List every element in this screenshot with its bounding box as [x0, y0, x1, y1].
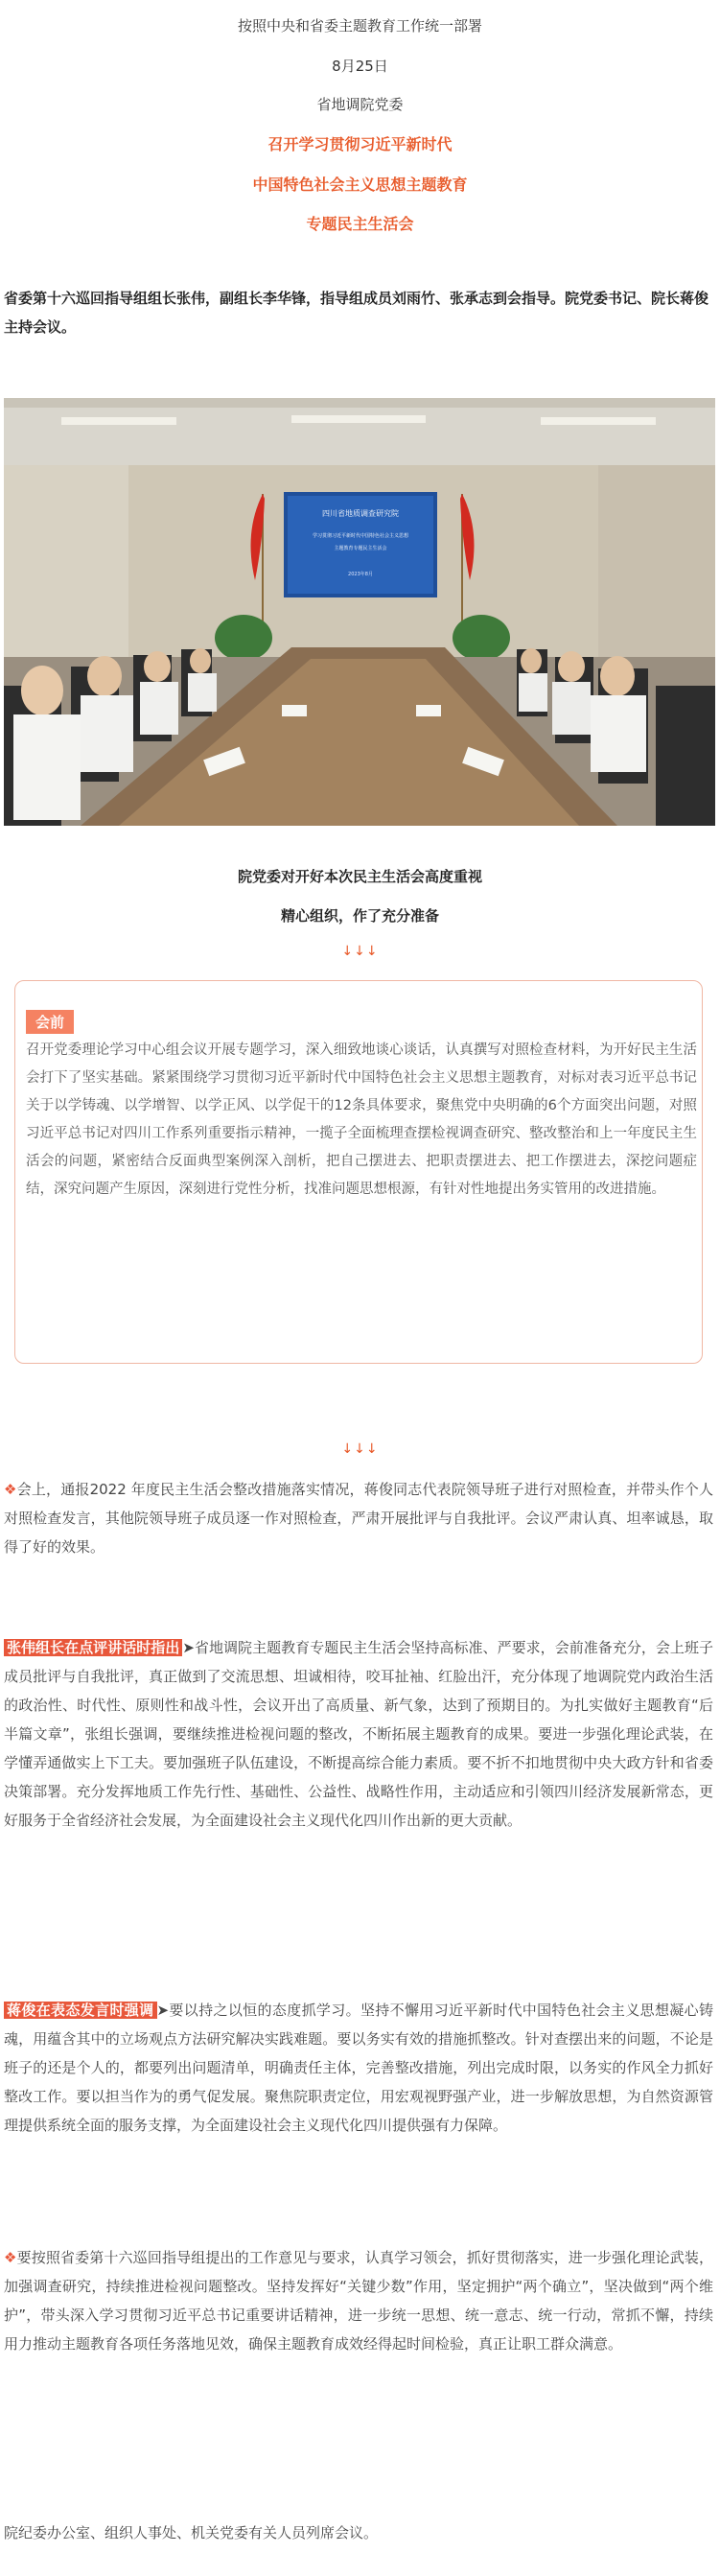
header-org: 省地调院党委	[316, 96, 404, 113]
screen-line-2: 学习贯彻习近平新时代中国特色社会主义思想	[312, 533, 409, 539]
diamond-bullet-icon: ❖	[4, 1481, 17, 1498]
down-arrows-icon: ↓↓↓	[341, 944, 379, 959]
paragraph-implementation-text: 要按照省委第十六巡回指导组提出的工作意见与要求，认真学习领会，抓好贯彻落实，进一步强化理论武装，加强调查研究，持续推进检视问题整改。坚持发挥好“关键少数”作用，坚定拥护“两个确立”，坚决做到“两个维护”，带头深入学习贯彻习近平总书记重要讲话精神，进一步统一思想、统一意志、统一行动，常抓不懈，持续用力推动主题教育各项任务落地见效，确保主题教育成效经得起时间检验，真正让职工群众满意。	[4, 2249, 713, 2353]
title-line-2: 中国特色社会主义思想主题教育	[252, 176, 468, 194]
pre-meeting-box	[14, 980, 703, 1364]
paragraph-zhangwei	[4, 1633, 713, 1835]
meeting-photo	[4, 398, 715, 826]
paragraph-meeting-text: 会上，通报2022 年度民主生活会整改措施落实情况，蒋俊同志代表院领导班子进行对照检查，并带头作个人对照检查发言，其他院领导班子成员逐一作对照检查，严肃开展批评与自我批评。会议严肃认真、坦率诚恳，取得了好的效果。	[4, 1481, 713, 1556]
zhangwei-highlight: 张伟组长在点评讲话时指出	[4, 1639, 182, 1656]
jiangjun-highlight: 蒋俊在表态发言时强调	[4, 2002, 157, 2019]
footer-note: 院纪委办公室、组织人事处、机关党委有关人员列席会议。	[4, 2524, 379, 2541]
pre-meeting-text: 召开党委理论学习中心组会议开展专题学习，深入细致地谈心谈话，认真撰写对照检查材料，为开好民主生活会打下了坚实基础。紧紧围绕学习贯彻习近平新时代中国特色社会主义思想主题教育，对标对表习近平总书记关于以学铸魂、以学增智、以学正风、以学促干的12条具体要求，聚焦党中央明确的6个方面突出问题，对照习近平总书记对四川工作系列重要指示精神，一揽子全面梳理查摆检视调查研究、整改整治和上一年度民主生活会的问题，紧密结合反面典型案例深入剖析，把自己摆进去、把职责摆进去、把工作摆进去，深挖问题症结，深究问题产生原因，深刻进行党性分析，找准问题思想根源，有针对性地提出务实管用的改进措施。	[26, 1042, 697, 1197]
paragraph-meeting	[4, 1475, 713, 1561]
arrow-right-icon: ➤	[182, 1639, 195, 1656]
screen-line-3: 主题教育专题民主生活会	[334, 546, 387, 551]
down-arrows-icon-2: ↓↓↓	[341, 1441, 379, 1457]
paragraph-jiangjun	[4, 1996, 713, 2140]
paragraph-zhangwei-text: 省地调院主题教育专题民主生活会坚持高标准、严要求，会前准备充分，会上班子成员批评与自我批评，真正做到了交流思想、坦诚相待，咬耳扯袖、红脸出汗，充分体现了地调院党内政治生活的政治性、时代性、原则性和战斗性，会议开出了高质量、新气象，达到了预期目的。为扎实做好主题教育“后半篇文章”，张组长强调，要继续推进检视问题的整改，不断拓展主题教育的成果。要进一步强化理论武装，在学懂弄通做实上下工夫。要加强班子队伍建设，不断提高综合能力素质。要不折不扣地贯彻中央大政方针和省委决策部署。充分发挥地质工作先行性、基础性、公益性、战略性作用，主动适应和引领四川经济发展新常态，更好服务于全省经济社会发展，为全面建设社会主义现代化四川作出新的更大贡献。	[4, 1639, 713, 1829]
subheading-line-1: 院党委对开好本次民主生活会高度重视	[237, 868, 482, 885]
diamond-bullet-icon-2: ❖	[4, 2249, 17, 2266]
paragraph-jiangjun-text: 要以持之以恒的态度抓学习。坚持不懈用习近平新时代中国特色社会主义思想凝心铸魂，用蕴含其中的立场观点方法研究解决实践难题。要以务实有效的措施抓整改。针对查摆出来的问题，不论是班子的还是个人的，都要列出问题清单，明确责任主体，完善整改措施，列出完成时限，以务实的作风全力抓好整改工作。要以担当作为的勇气促发展。聚焦院职责定位，用宏观视野强产业，进一步解放思想，为自然资源管理提供系统全面的服务支撑，为全面建设社会主义现代化四川提供强有力保障。	[4, 2002, 713, 2134]
lead-paragraph: 省委第十六巡回指导组组长张伟，副组长李华锋，指导组成员刘雨竹、张承志到会指导。院党委书记、院长蒋俊主持会议。	[4, 290, 709, 336]
subheading-line-2: 精心组织，作了充分准备	[280, 907, 439, 925]
header-line: 按照中央和省委主题教育工作统一部署	[237, 17, 482, 35]
title-line-3: 专题民主生活会	[306, 215, 414, 233]
pre-meeting-tag: 会前	[26, 1010, 74, 1034]
screen-line-4: 2023年8月	[348, 572, 373, 577]
title-line-1: 召开学习贯彻习近平新时代	[267, 135, 453, 153]
paragraph-implementation	[4, 2243, 713, 2358]
header-date: 8月25日	[332, 58, 388, 75]
screen-title: 四川省地质调查研究院	[322, 509, 399, 518]
arrow-right-icon-2: ➤	[156, 2002, 170, 2019]
